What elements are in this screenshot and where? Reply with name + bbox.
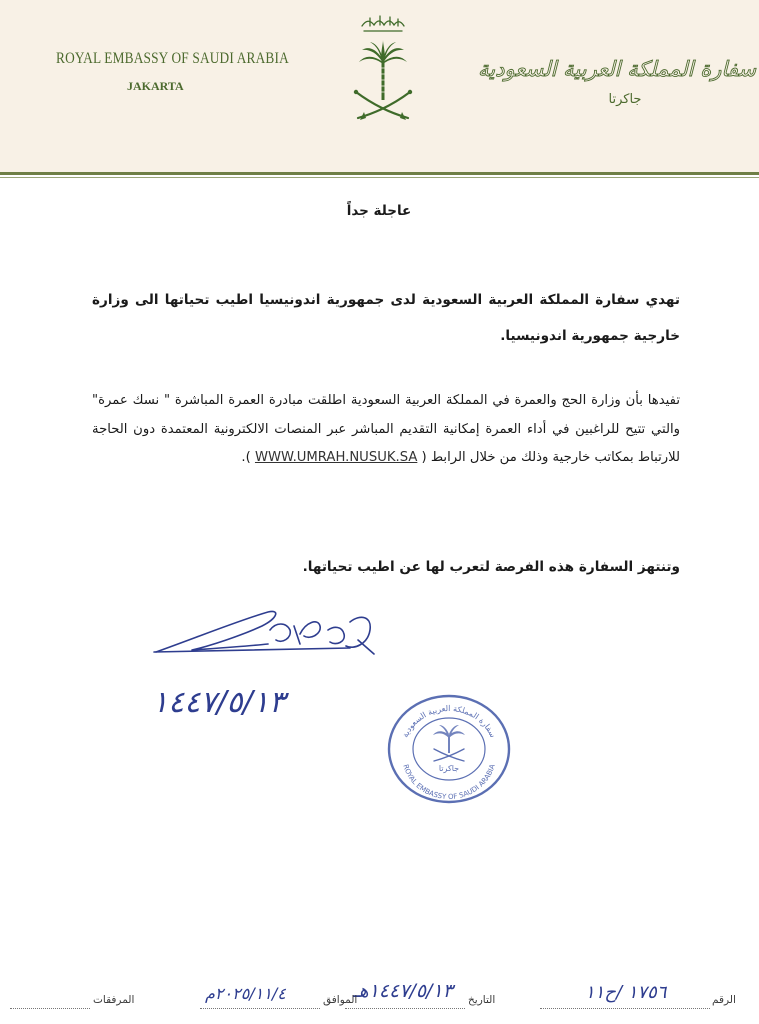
footer-enclosures-line — [10, 1008, 90, 1009]
embassy-name-en: ROYAL EMBASSY OF SAUDI ARABIA — [56, 50, 289, 67]
umrah-website-link[interactable]: WWW.UMRAH.NUSUK.SA — [254, 450, 418, 465]
footer-ref-line — [540, 1008, 710, 1009]
signature-date: ١٤٤٧/٥/١٣ — [152, 685, 286, 720]
footer-date-line — [345, 1008, 465, 1009]
footer-ref-label: الرقم — [712, 994, 736, 1006]
handwritten-signature — [150, 600, 380, 725]
body-text: تفيدها بأن وزارة الحج والعمرة في المملكة العربية السعودية اطلقت مبادرة العمرة المباشرة " نسك عمرة" والتي تتيح للراغبين في أداء العمرة إمكانية التقديم المباشر عبر المنصات الالكترونية المعتمدة دون الحاجة للارتباط بمكاتب خارجية وذلك من خلال الرابط ( — [92, 393, 680, 465]
body-close: ). — [241, 450, 251, 465]
footer-greg-label: الموافق — [323, 994, 358, 1006]
greeting-paragraph: تهدي سفارة المملكة العربية السعودية لدى جمهورية اندونيسيا اطيب تحياتها الى وزارة خارجية جمهورية اندونيسيا. — [92, 292, 680, 344]
urgency-label: عاجلة جداً — [346, 203, 412, 219]
footer-ref-value: ١٧٥٦ /ح١١ — [585, 982, 667, 1003]
closing-paragraph: وتنتهز السفارة هذه الفرصة لتعرب لها عن اطيب تحياتها. — [302, 559, 680, 575]
footer-date-label: التاريخ — [468, 994, 496, 1006]
saudi-emblem-icon — [350, 10, 416, 128]
embassy-stamp — [386, 693, 512, 805]
header-divider — [0, 172, 759, 175]
footer-greg-line — [200, 1008, 320, 1009]
svg-text:سفارة المملكة العربية السعودية: سفارة المملكة العربية السعودية — [478, 57, 756, 81]
svg-text:سفارة المملكة العربية السعودية: سفارة المملكة العربية السعودية — [400, 703, 498, 739]
embassy-city-en: JAKARTA — [127, 79, 184, 93]
footer-greg-value: ٢٠٢٥/١١/٤م — [205, 984, 286, 1003]
stamp-city: جاكرتا — [438, 764, 460, 773]
svg-text:ROYAL EMBASSY OF SAUDI ARABIA: ROYAL EMBASSY OF SAUDI ARABIA — [401, 763, 497, 802]
footer-date-value: ١٤٤٧/٥/١٣هـ — [353, 980, 453, 1002]
body-paragraph — [92, 387, 680, 473]
header-divider-thin — [0, 177, 759, 178]
embassy-city-ar: جاكرتا — [608, 92, 642, 107]
embassy-name-ar-logo — [478, 40, 756, 92]
footer-enclosures-label: المرفقات — [93, 994, 135, 1006]
letterhead — [0, 0, 759, 172]
